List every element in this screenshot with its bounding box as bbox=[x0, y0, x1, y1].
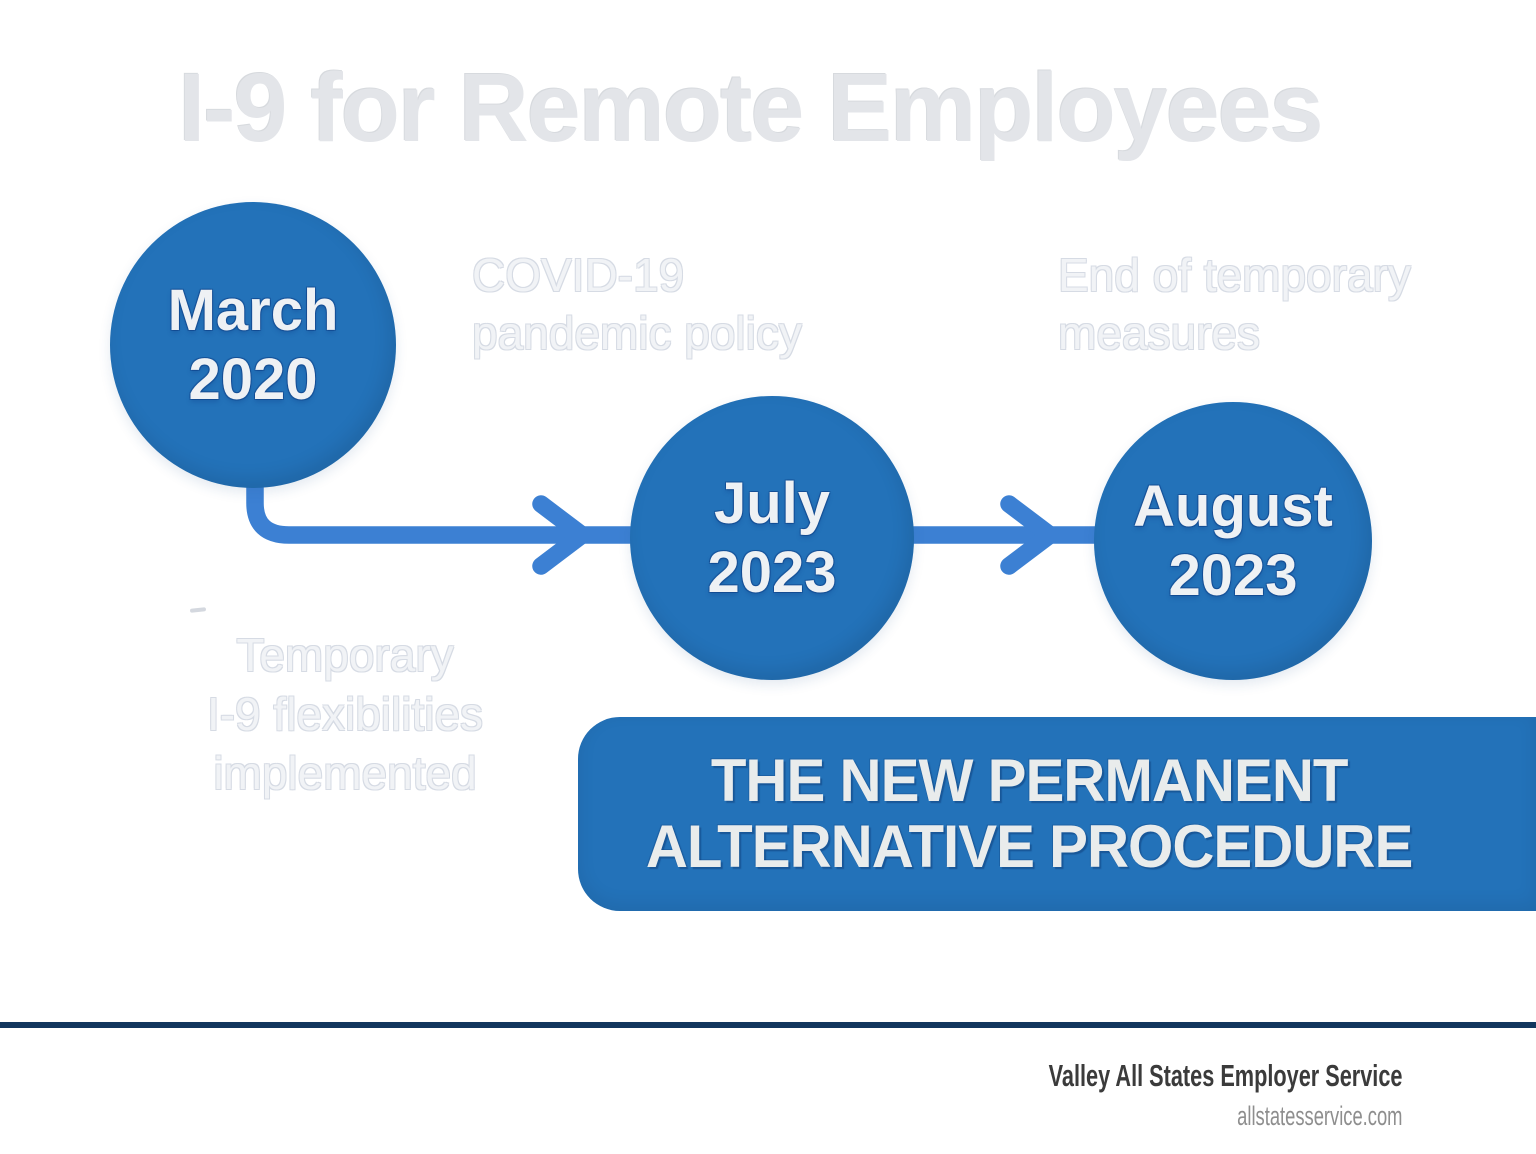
annotation-line: Temporary bbox=[236, 629, 454, 681]
node-month-label: August bbox=[1133, 474, 1333, 539]
website-url: allstatesservice.com bbox=[1236, 1101, 1402, 1131]
annotation-line: pandemic policy bbox=[472, 307, 802, 359]
callout-line: THE NEW PERMANENT bbox=[710, 747, 1348, 814]
timeline-node-august-2023 bbox=[1094, 402, 1372, 680]
callout-new-permanent-alternative-procedure bbox=[578, 717, 1536, 911]
node-year-label: 2023 bbox=[707, 540, 837, 605]
node-year-label: 2020 bbox=[188, 347, 318, 412]
annotation-line: I-9 flexibilities bbox=[206, 688, 484, 740]
annotation-line: End of temporary bbox=[1058, 249, 1411, 301]
page-title: I-9 for Remote Employees bbox=[178, 53, 1322, 162]
node-month-label: March bbox=[167, 278, 339, 343]
timeline-node-march-2020 bbox=[110, 202, 396, 488]
node-year-label: 2023 bbox=[1168, 543, 1298, 608]
annotation-line: implemented bbox=[213, 747, 477, 799]
annotation-line: COVID-19 bbox=[472, 249, 685, 301]
annotation-line: measures bbox=[1058, 307, 1260, 359]
company-name: Valley All States Employer Service bbox=[1048, 1058, 1402, 1093]
timeline-node-july-2023 bbox=[630, 396, 914, 680]
node-month-label: July bbox=[713, 471, 831, 536]
callout-line: ALTERNATIVE PROCEDURE bbox=[645, 813, 1413, 880]
